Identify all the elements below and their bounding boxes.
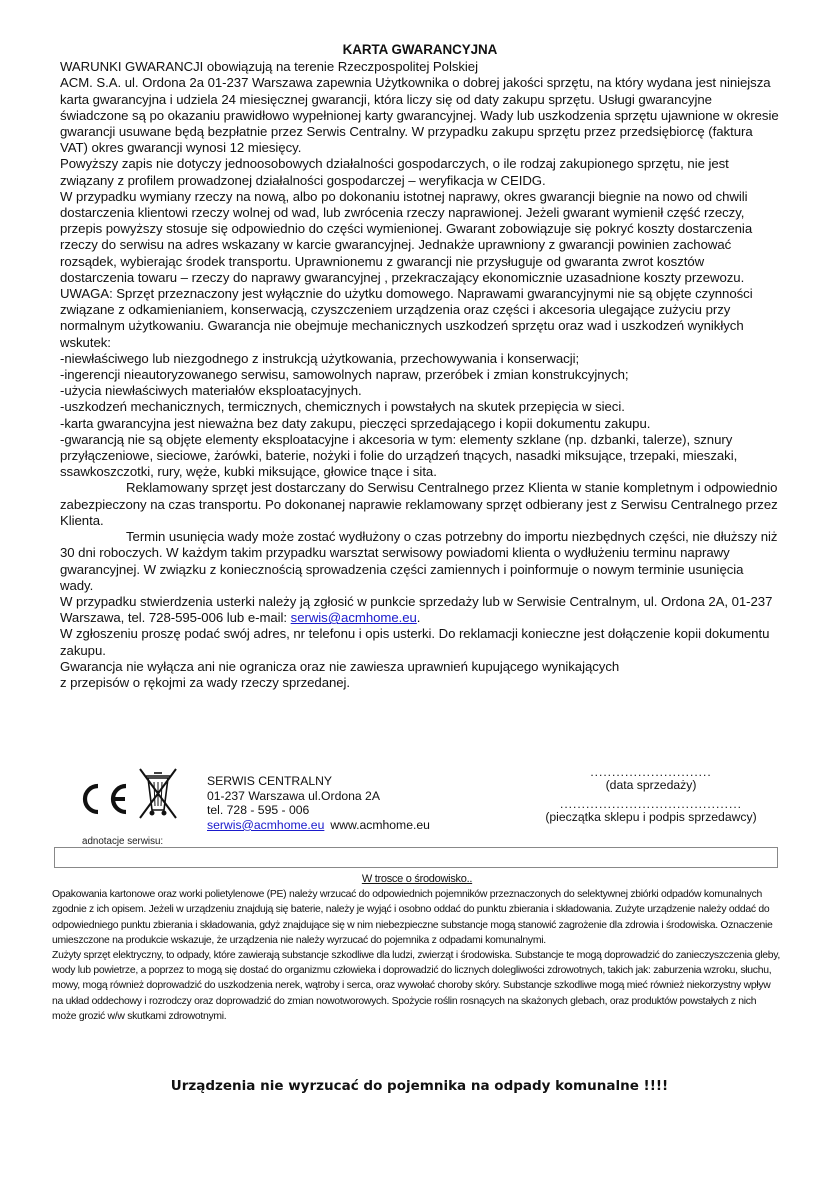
terms-intro: WARUNKI GWARANCJI obowiązują na terenie Rzeczpospolitej Polskiej xyxy=(60,59,478,75)
shop-stamp-field[interactable]: .......................................... xyxy=(559,797,743,811)
service-center-info xyxy=(207,774,430,832)
ce-mark-icon xyxy=(85,786,126,812)
exclusion-item: -gwarancją nie są objęte elementy eksploatacyjne i akcesoria w tym: elementy szklane (np. dzbanki, talerze), sznury przyłączeniowe, sieciowe, żarówki, baterie, nożyki i folie do urządzeń tnących, nasadki miksujące, trzepaki, mieszaki, ssawkoszczotki, rury, węże, kubki miksujące, głowice tnące i sita. xyxy=(60,431,738,480)
crossed-out-wheelie-bin-icon xyxy=(140,769,176,818)
exclusion-item: -ingerencji nieautoryzowanego serwisu, samowolnych napraw, przeróbek i zmian konstrukcyjnych; xyxy=(60,367,629,383)
service-center-name: SERWIS CENTRALNY xyxy=(207,774,333,788)
environment-paragraph-packaging: Opakowania kartonowe oraz worki polietylenowe (PE) należy wrzucać do odpowiednich pojemników przeznaczonych do selektywnej zbiórki odpadów komunalnych zgodnie z ich opisem. Jeżeli w urządzeniu znajdują się baterie, należy je wyjąć i osobno oddać do punktu zbierania i składowania. Zużyte urządzenie należy oddać do odpowiedniego punktu zbierania i składowania, gdyż znajdujące się w nim niebezpieczne substancje mogą stanowić zagrożenie dla zdrowia i środowiska. Oznaczenie umieszczone na produkcie wskazuje, że urządzenia nie należy wyrzucać do pojemnika z odpadami komunalnymi. xyxy=(52,889,773,946)
terms-paragraph-replacement: W przypadku wymiany rzeczy na nową, albo po dokonaniu istotnej naprawy, okres gwarancji biegnie na nowo od chwili dostarczenia klientowi rzeczy wolnej od wad, lub zwrócenia rzeczy naprawionej. Jeżeli gwarant wymienił część rzeczy, przepis powyższy stosuje się odpowiednio do części wymienionej. Gwarant zobowiązuje się pokryć koszty dostarczenia rzeczy do serwisu na adres wskazany w karcie gwarancyjnej. Jednakże uprawniony z gwarancji powinien zachować rozsądek, wybierając środek transportu. Uprawnionemu z gwarancji nie przysługuje od gwaranta zwrot kosztów dostarczenia towaru – rzeczy do naprawy gwarancyjnej , przekraczający ekonomicznie uzasadnione koszty przewozu. xyxy=(60,188,753,285)
service-footer xyxy=(60,766,775,846)
exclusion-item: -uszkodzeń mechanicznych, termicznych, chemicznych i powstałych na skutek przepięcia w sieci. xyxy=(60,399,625,415)
exclusion-item: -użycia niewłaściwych materiałów eksploatacyjnych. xyxy=(60,383,362,399)
exclusion-item: -karta gwarancyjna jest nieważna bez daty zakupu, pieczęci sprzedającego i kopii dokumentu zakupu. xyxy=(60,415,651,431)
report-end: . xyxy=(416,610,421,626)
terms-paragraph-rights-b: z przepisów o rękojmi za wady rzeczy sprzedanej. xyxy=(60,674,351,690)
logos xyxy=(68,766,183,832)
disposal-warning: Urządzenia nie wyrzucać do pojemnika na odpady komunalne !!!! xyxy=(170,1078,669,1094)
service-center-website: www.acmhome.eu xyxy=(330,817,430,832)
warranty-terms xyxy=(60,42,780,691)
environment-title: W trosce o środowisko.. xyxy=(361,873,473,885)
environment-paragraph-hazards: Zużyty sprzęt elektryczny, to odpady, które zawierają substancje szkodliwe dla ludzi, zwierząt i środowiska. Substancje te mogą doprowadzić do zanieczyszczenia gleby, wody lub powietrze, a poprzez to mogą się dostać do organizmu człowieka i doprowadzić do licznych dolegliwości zdrowotnych, takich jak: zaburzenia wzroku, słuchu, mowy, mogą również doprowadzić do uszkodzenia nerek, wątroby i serca, oraz wywołać choroby skóry. Substancje szkodliwe mogą mieć również niekorzystny wpływ na układ oddechowy i rozrodczy oraz doprowadzić do zmian nowotworowych. Spożycie roślin rosnących na skażonych glebach, oraz produktów powstałych z nich może grozić w/w skutkami zdrowotnymi. xyxy=(52,950,780,1022)
service-center-email-link[interactable]: serwis@acmhome.eu xyxy=(207,817,325,832)
report-text: W przypadku stwierdzenia usterki należy ją zgłosić w punkcie sprzedaży lub w Serwisie Centralnym, ul. Ordona 2A, 01-237 Warszawa, tel. 728-595-006 lub e-mail: xyxy=(60,593,773,626)
exclusion-item: -niewłaściwego lub niezgodnego z instrukcją użytkowania, przechowywania i konserwacji; xyxy=(60,350,580,366)
service-center-address: 01-237 Warszawa ul.Ordona 2A xyxy=(207,788,380,803)
sale-fields xyxy=(522,766,780,825)
terms-paragraph-complaint: W zgłoszeniu proszę podać swój adres, nr telefonu i opis usterki. Do reklamacji konieczne jest dołączenie kopii dokumentu zakupu. xyxy=(60,626,770,658)
terms-paragraph-warranty: ACM. S.A. ul. Ordona 2a 01-237 Warszawa zapewnia Użytkownika o dobrej jakości sprzętu, na który wydana jest niniejsza karta gwarancyjna i udziela 24 miesięcznej gwarancji, która liczy się od daty zakupu sprzętu. Usługi gwarancyjne świadczone są po okazaniu prawidłowo wypełnionej karty gwarancyjnej. Wady lub uszkodzenia sprzętu ujawnione w okresie gwarancji usuwane będą bezpłatnie przez Serwis Centralny. W przypadku zakupu sprzętu przez przedsiębiorcę (faktura VAT) okres gwarancji wynosi 12 miesięcy. xyxy=(60,75,779,156)
service-email-link[interactable]: serwis@acmhome.eu xyxy=(290,610,417,626)
terms-paragraph-ceidg: Powyższy zapis nie dotyczy jednoosobowych działalności gospodarczych, o ile rodzaj zakupionego sprzętu, nie jest związany z profilem prowadzonej działalności gospodarczej – weryfikacja w CEIDG. xyxy=(60,156,729,188)
service-center-phone: tel. 728 - 595 - 006 xyxy=(207,803,310,818)
card-title: KARTA GWARANCYJNA xyxy=(342,42,498,57)
service-annotation-label: adnotacje serwisu: xyxy=(82,836,164,847)
terms-paragraph-repair-time: Termin usunięcia wady może zostać wydłużony o czas potrzebny do importu niezbędnych części, nie dłuższy niż 30 dni roboczych. W każdym takim przypadku warsztat serwisowy powiadomi klienta o wydłużeniu terminu naprawy gwarancyjnej. W związku z koniecznością sprowadzenia części zamiennych i poinformuje o nowym terminie usunięcia wady. xyxy=(60,529,778,593)
sale-date-field[interactable]: ............................ xyxy=(590,765,712,779)
service-annotation-box[interactable] xyxy=(54,847,778,868)
sale-date-label: (data sprzedaży) xyxy=(605,778,697,792)
shop-stamp-label: (pieczątka sklepu i podpis sprzedawcy) xyxy=(545,810,757,824)
terms-paragraph-notice: UWAGA: Sprzęt przeznaczony jest wyłącznie do użytku domowego. Naprawami gwarancyjnymi nie są objęte czynności związane z odkamienianiem, konserwacją, czyszczeniem urządzenia oraz części i akcesoria ulegające zużyciu przy normalnym użytkowaniu. Gwarancja nie obejmuje mechanicznych uszkodzeń sprzętu oraz wad i uszkodzeń wynikłych wskutek: xyxy=(60,286,753,350)
terms-paragraph-report xyxy=(60,594,780,626)
environment-section xyxy=(52,872,782,1024)
terms-paragraph-rights-a: Gwarancja nie wyłącza ani nie ogranicza oraz nie zawiesza uprawnień kupującego wynikających xyxy=(60,658,620,674)
service-center-contact xyxy=(207,818,430,833)
terms-paragraph-delivery: Reklamowany sprzęt jest dostarczany do Serwisu Centralnego przez Klienta w stanie kompletnym i odpowiednio zabezpieczony na czas transportu. Po dokonanej naprawie reklamowany sprzęt odbierany jest z Serwisu Centralnego przez Klienta. xyxy=(60,480,778,528)
